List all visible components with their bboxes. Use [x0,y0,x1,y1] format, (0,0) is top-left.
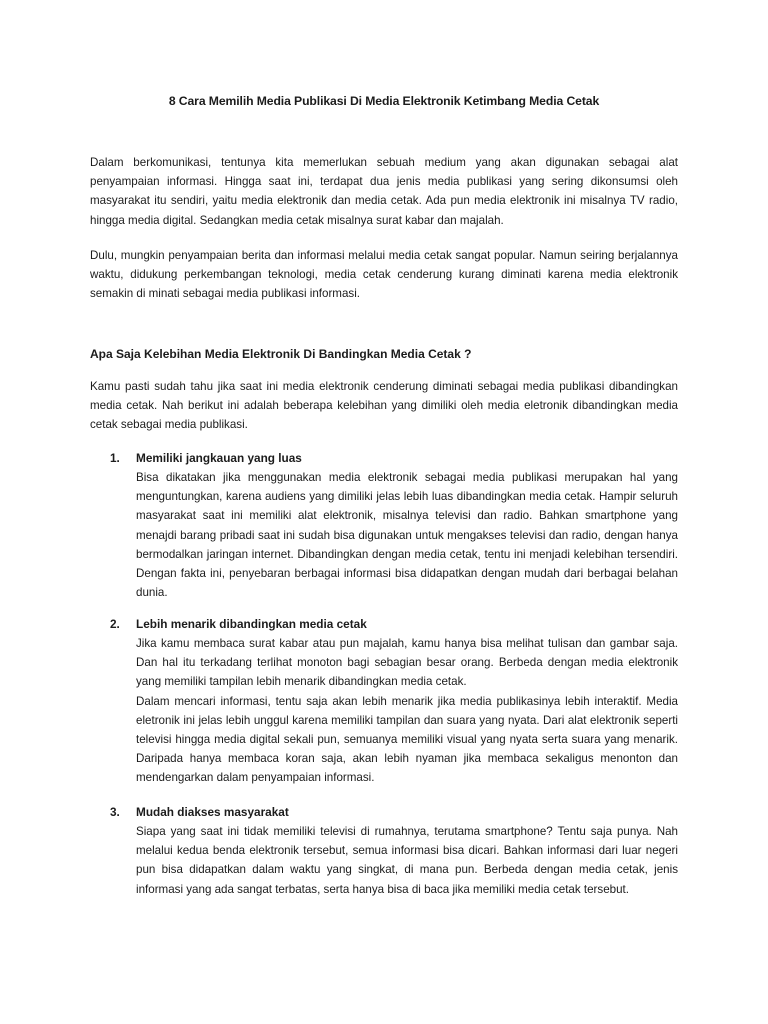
list-item-3 [90,803,678,899]
list-item-body [136,634,678,788]
list-item-1 [90,449,678,602]
intro-paragraph-2: Dulu, mungkin penyampaian berita dan informasi melalui media cetak sangat popular. Namun seiring berjalannya waktu, didukung perkembangan teknologi, media cetak cenderung kurang diminati karena media elektronik semakin di minati sebagai media publikasi informasi. [90,249,678,301]
list-item-title-row [90,449,678,468]
intro-paragraph-1: Dalam berkomunikasi, tentunya kita memerlukan sebuah medium yang akan digunakan sebagai alat penyampaian informasi. Hingga saat ini, terdapat dua jenis media publikasi yang sering dikonsumsi oleh masyarakat itu sendiri, yaitu media elektronik dan media cetak. Ada pun media elektronik ini misalnya TV radio, hingga media digital. Sedangkan media cetak misalnya surat kabar dan majalah. [90,156,678,227]
list-item-number: 1. [110,451,120,465]
list-item-title-row [90,615,678,634]
list-item-body [136,468,678,602]
list-item-paragraph: Siapa yang saat ini tidak memiliki televisi di rumahnya, terutama smartphone? Tentu saja punya. Nah melalui kedua benda elektronik tersebut, semua informasi bisa dicari. Bahkan informasi dari luar negeri pun bisa didapatkan dalam waktu yang singkat, di mana pun. Berbeda dengan media cetak, jenis informasi yang ada sangat terbatas, serta hanya bisa di baca jika memiliki media cetak tersebut. [136,825,678,896]
list-item-title-row [90,803,678,822]
section-heading: Apa Saja Kelebihan Media Elektronik Di Bandingkan Media Cetak ? [90,347,472,361]
list-item-number: 3. [110,805,120,819]
list-item-title: Mudah diakses masyarakat [136,805,289,819]
list-item-body [136,822,678,899]
section-intro-paragraph: Kamu pasti sudah tahu jika saat ini media elektronik cenderung diminati sebagai media publikasi dibandingkan media cetak. Nah berikut ini adalah beberapa kelebihan yang dimiliki oleh media eletronik dibandingkan media cetak sebagai media publikasi. [90,380,678,432]
list-item-paragraph: Dalam mencari informasi, tentu saja akan lebih menarik jika media publikasinya lebih interaktif. Media eletronik ini jelas lebih unggul karena memiliki tampilan dan suara yang nyata. Dari alat elektronik seperti televisi hingga media digital sekali pun, semuanya memiliki visual yang nyata serta suara yang menarik. Daripada hanya membaca koran saja, akan lebih nyaman jika membaca sekaligus menonton dan mendengarkan dalam penyampaian informasi. [136,694,678,785]
list-item-number: 2. [110,617,120,631]
list-item-title: Memiliki jangkauan yang luas [136,451,302,465]
list-item-paragraph: Bisa dikatakan jika menggunakan media elektronik sebagai media publikasi merupakan hal yang menguntungkan, karena audiens yang dimiliki jelas lebih luas dibandingkan media cetak. Hampir seluruh masyarakat saat ini memiliki alat elektronik, misalnya televisi dan radio. Bahkan smartphone yang menajdi barang pribadi saat ini sudah bisa digunakan untuk mengakses televisi dan radio, dengan hanya bermodalkan jaringan internet. Dibandingkan dengan media cetak, tentu ini menjadi kelebihan tersendiri. Dengan fakta ini, penyebaran berbagai informasi bisa didapatkan dengan mudah dari berbagai belahan dunia. [136,471,678,600]
list-item-title: Lebih menarik dibandingkan media cetak [136,617,367,631]
list-item-paragraph: Jika kamu membaca surat kabar atau pun majalah, kamu hanya bisa melihat tulisan dan gambar saja. Dan hal itu terkadang terlihat monoton bagi sebagian besar orang. Berbeda dengan media elektronik yang memiliki tampilan lebih menarik dibandingkan media cetak. [136,637,678,689]
document-title: 8 Cara Memilih Media Publikasi Di Media Elektronik Ketimbang Media Cetak [168,94,600,108]
list-item-2 [90,615,678,788]
